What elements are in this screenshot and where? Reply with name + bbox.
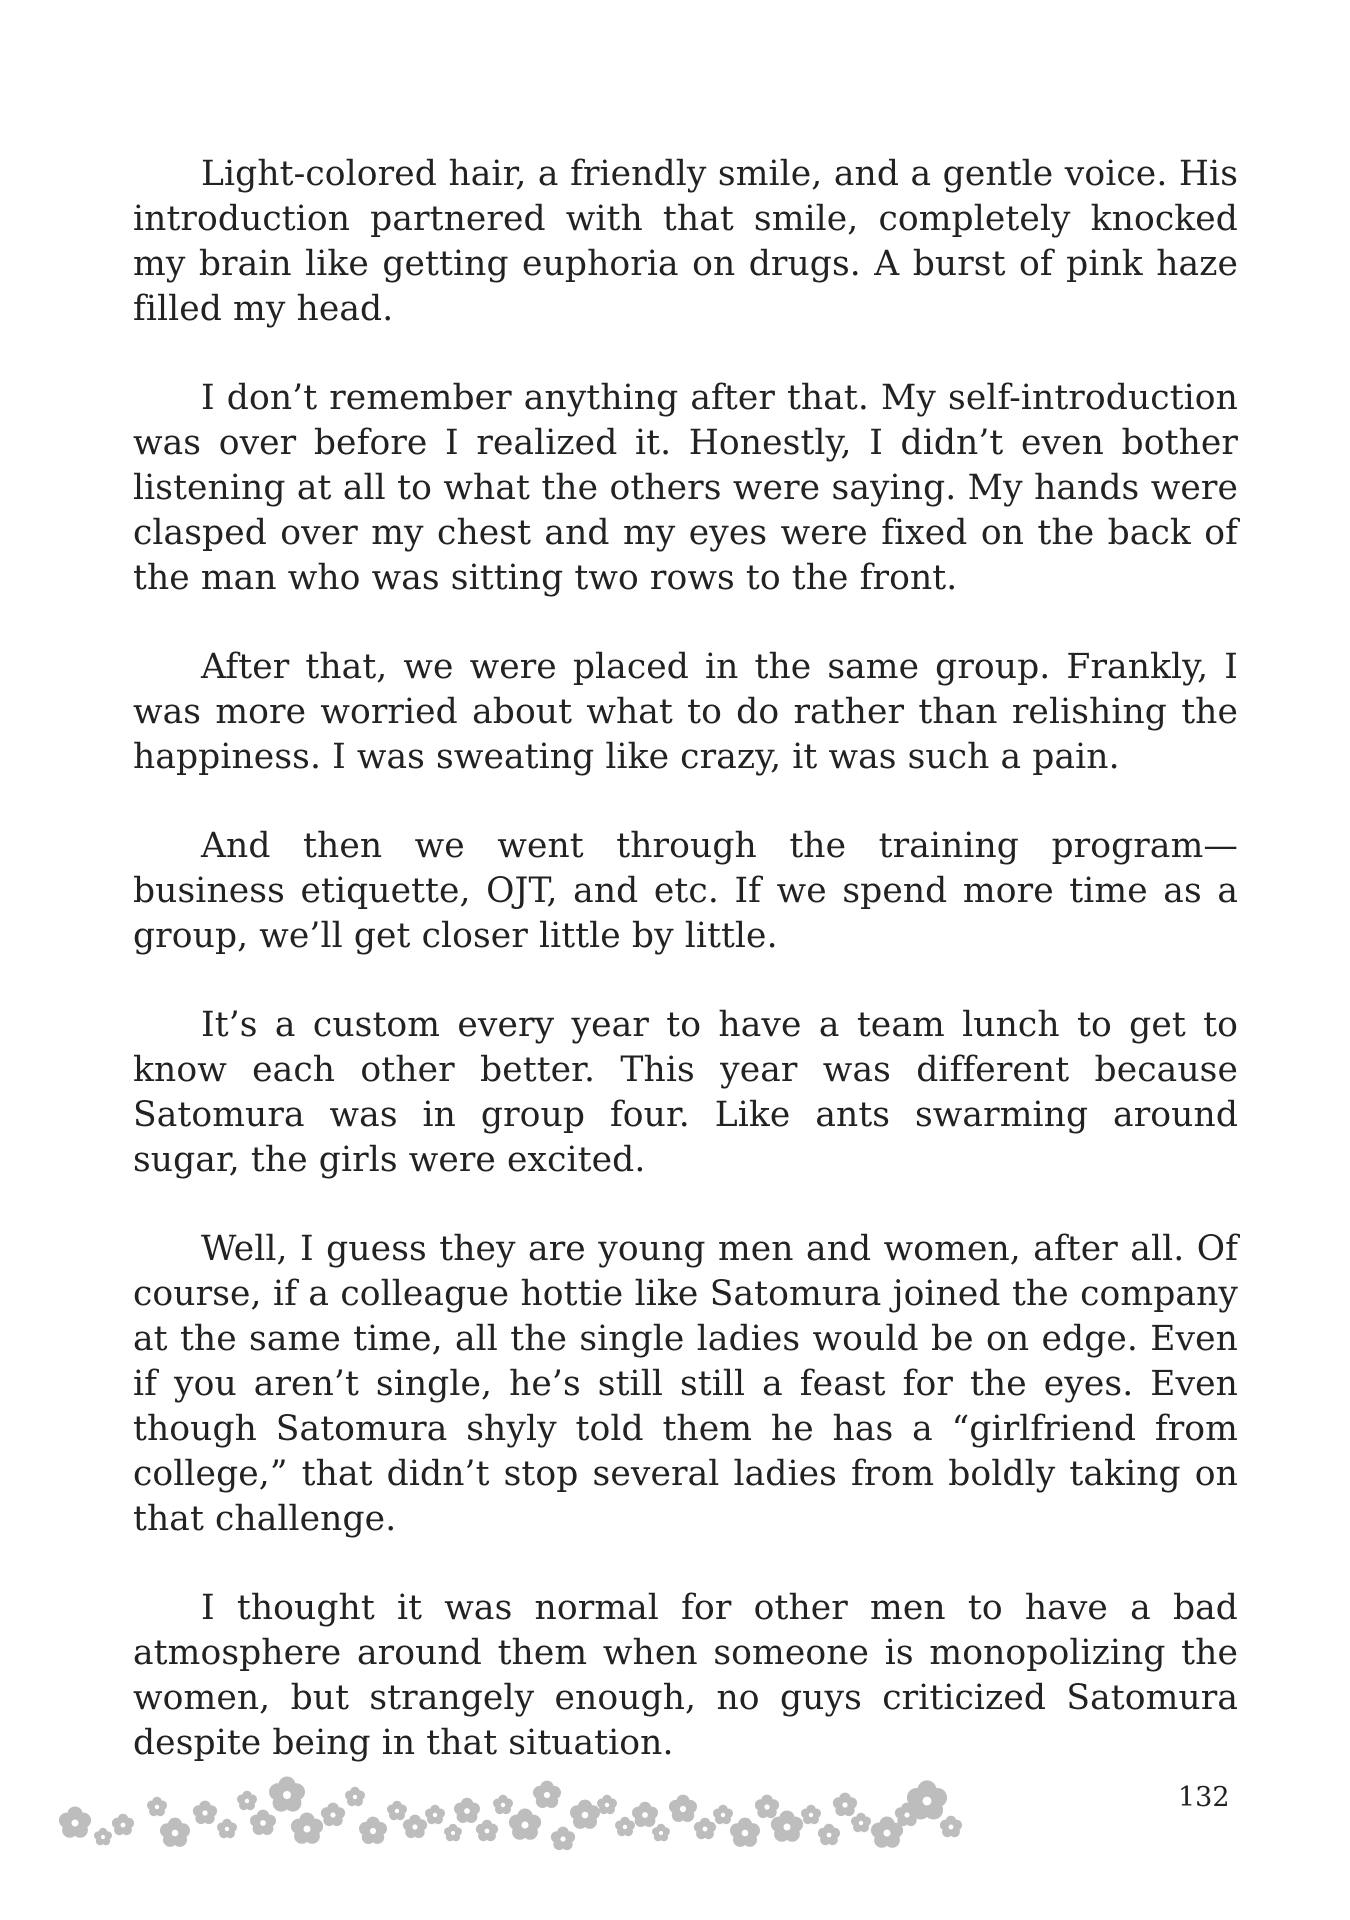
flower-icon (533, 1781, 561, 1808)
paragraph: After that, we were placed in the same group. Frankly, I was more worried about what to do rather than relishing the happiness. I was sweating like crazy, it was such a pain. (133, 647, 1238, 777)
flower-icon (755, 1795, 779, 1819)
flower-icon (321, 1803, 345, 1827)
flower-icon (59, 1807, 91, 1838)
flower-icon (250, 1810, 276, 1835)
body-text (133, 152, 1238, 1810)
flower-icon (444, 1824, 462, 1842)
flower-icon (851, 1813, 871, 1833)
flower-icon (551, 1827, 575, 1851)
paragraph: It’s a custom every year to have a team lunch to get to know each other better. This year was different because Satomura was in group four. Like ants swarming around sugar, the girls were excited. (133, 1005, 1238, 1180)
page-number: 132 (1178, 1782, 1230, 1813)
flower-icon (713, 1805, 733, 1825)
paragraph: Well, I guess they are young men and women, after all. Of course, if a colleague hottie like Satomura joined the company at the same time, all the single ladies would be on edge. Even if you aren’t single, he’s still still a feast for the eyes. Even though Satomura shyly told them he has a “girlfriend from college,” that didn’t stop several ladies from boldly taking on that challenge. (133, 1229, 1238, 1539)
paragraph: I don’t remember anything after that. My self-introduction was over before I realized it. Honestly, I didn’t even bother listening at all to what the others were saying. My hands were clasped over my chest and my eyes were fixed on the back of the man who was sitting two rows to the front. (133, 378, 1238, 598)
paragraph: And then we went through the training program—business etiquette, OJT, and etc. If we spend more time as a group, we’ll get closer little by little. (133, 826, 1238, 956)
flower-icon (291, 1813, 323, 1844)
flower-icon (509, 1809, 541, 1840)
paragraph: I thought it was normal for other men to have a bad atmosphere around them when someone is monopolizing the women, but strangely enough, no guys criticized Satomura despite being in that situation. (133, 1588, 1238, 1763)
flower-icon (694, 1818, 716, 1840)
flower-icon (454, 1798, 480, 1823)
flower-icon (387, 1801, 407, 1821)
flower-icon (237, 1791, 257, 1811)
flower-icon (940, 1816, 962, 1838)
flower-icon (615, 1817, 635, 1837)
flower-icon (476, 1820, 498, 1842)
flower-icon (269, 1777, 305, 1812)
flower-icon (493, 1795, 513, 1815)
flower-border-icon (55, 1745, 1175, 1875)
flower-icon (652, 1824, 670, 1842)
flower-icon (632, 1802, 658, 1827)
flower-icon (818, 1824, 840, 1846)
flower-icon (193, 1801, 217, 1825)
flower-icon (425, 1805, 445, 1825)
paragraph: Light-colored hair, a friendly smile, and a gentle voice. His introduction partnered with that smile, completely knocked my brain like getting euphoria on drugs. A burst of pink haze filled my head. (133, 154, 1238, 329)
flower-icon (147, 1797, 167, 1817)
flower-icon (94, 1828, 112, 1846)
flower-icon (730, 1818, 760, 1847)
flower-icon (570, 1800, 600, 1829)
flower-icon (112, 1814, 134, 1836)
flower-icon (907, 1780, 947, 1819)
flower-icon (801, 1805, 821, 1825)
flower-icon (403, 1815, 427, 1839)
flower-icon (345, 1787, 365, 1807)
flower-icon (217, 1819, 237, 1839)
flower-icon (160, 1818, 190, 1847)
flower-icon (597, 1795, 617, 1815)
flower-icon (359, 1817, 387, 1844)
flower-icon (669, 1795, 697, 1822)
flower-icon (833, 1793, 857, 1817)
